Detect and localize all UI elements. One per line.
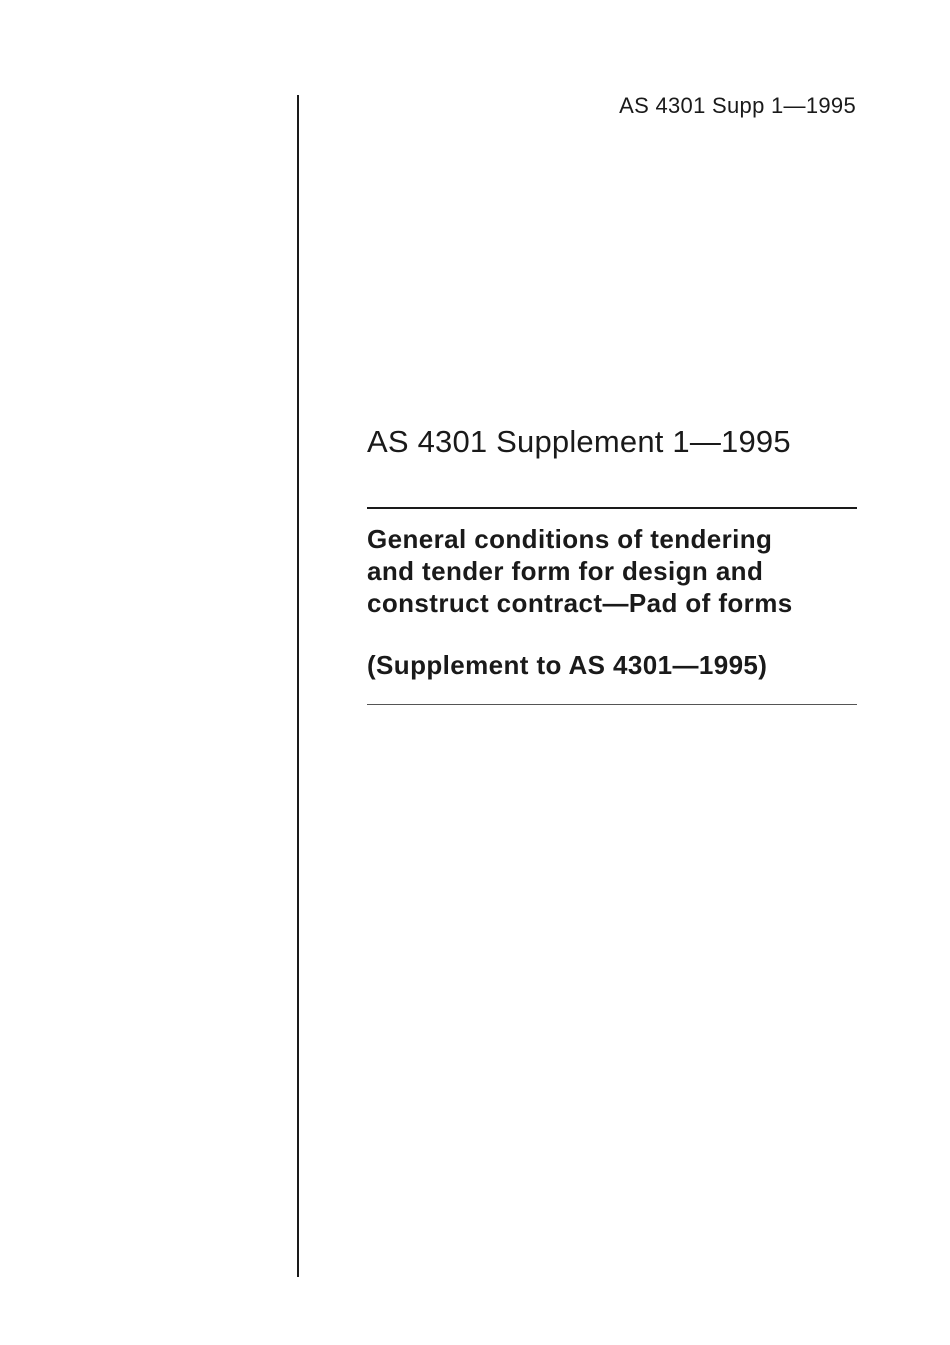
standard-designation: AS 4301 Supplement 1—1995 xyxy=(367,424,791,459)
title-line: construct contract—Pad of forms xyxy=(367,588,793,618)
header-standard-code: AS 4301 Supp 1—1995 xyxy=(619,93,856,118)
document-subtitle: (Supplement to AS 4301—1995) xyxy=(367,650,768,680)
title-line: General conditions of tendering xyxy=(367,524,773,554)
title-top-rule xyxy=(367,507,857,509)
document-title xyxy=(367,523,867,619)
title-line: and tender form for design and xyxy=(367,556,764,586)
title-bottom-rule xyxy=(367,704,857,705)
margin-vertical-rule xyxy=(297,95,299,1277)
